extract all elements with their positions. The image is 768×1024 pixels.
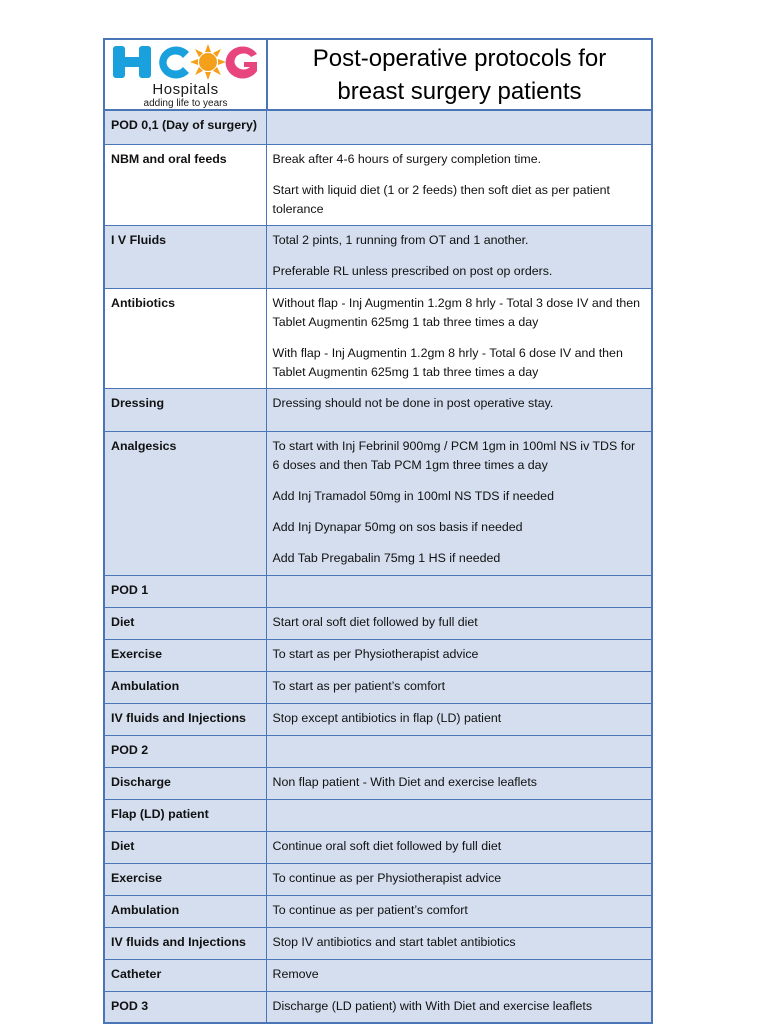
row-label: NBM and oral feeds [104,144,266,225]
table-row [104,671,652,703]
instruction-line: Non flap patient - With Diet and exercise leaflets [272,774,537,789]
row-label: Analgesics [104,431,266,575]
protocol-table [103,109,653,1024]
row-label: Catheter [104,959,266,991]
instruction-line: Preferable RL unless prescribed on post op orders. [272,263,553,278]
row-label: Dressing [104,388,266,431]
instruction-line: To start as per patient’s comfort [272,678,446,693]
row-instructions [266,575,652,607]
logo-tagline: adding life to years [143,97,228,109]
table-row [104,703,652,735]
document-header [103,38,653,109]
row-label: Diet [104,607,266,639]
hcg-logo-mark [111,43,261,81]
row-instructions [266,735,652,767]
row-label: POD 3 [104,991,266,1023]
instruction-line: To start as per Physiotherapist advice [272,646,479,661]
instruction-line: Discharge (LD patient) with With Diet and exercise leaflets [272,998,593,1013]
row-label: Exercise [104,639,266,671]
row-instructions [266,767,652,799]
table-row [104,927,652,959]
title-line-1: Post-operative protocols for [312,44,607,72]
row-label: POD 2 [104,735,266,767]
row-instructions [266,431,652,575]
instruction-line: Add Tab Pregabalin 75mg 1 HS if needed [272,550,501,565]
row-instructions [266,225,652,288]
table-row [104,110,652,144]
table-row [104,735,652,767]
instruction-line: Stop IV antibiotics and start tablet antibiotics [272,934,516,949]
instruction-line: Remove [272,966,319,981]
table-row [104,144,652,225]
instruction-line: To continue as per Physiotherapist advice [272,870,502,885]
table-row [104,895,652,927]
instruction-line: To continue as per patient’s comfort [272,902,468,917]
row-label: Diet [104,831,266,863]
table-row [104,288,652,388]
row-instructions [266,959,652,991]
row-instructions [266,703,652,735]
row-label: POD 0,1 (Day of surgery) [104,110,266,144]
row-instructions [266,288,652,388]
row-instructions [266,388,652,431]
page-title [313,42,606,108]
row-instructions [266,671,652,703]
table-row [104,388,652,431]
instruction-line: Start oral soft diet followed by full diet [272,614,478,629]
table-row [104,863,652,895]
row-instructions [266,991,652,1023]
row-label: POD 1 [104,575,266,607]
instruction-line: Total 2 pints, 1 running from OT and 1 another. [272,232,529,247]
row-instructions [266,639,652,671]
protocol-sheet [103,38,653,1024]
row-label: Exercise [104,863,266,895]
table-row [104,799,652,831]
table-row [104,639,652,671]
instruction-line: Without flap - Inj Augmentin 1.2gm 8 hrly - Total 3 dose IV and then Tablet Augmentin 625mg 1 tab three times a day [272,295,641,329]
instruction-line: Dressing should not be done in post operative stay. [272,395,554,410]
row-instructions [266,607,652,639]
hcg-logo-icon [111,43,261,81]
instruction-line: Break after 4-6 hours of surgery completion time. [272,151,542,166]
hospital-logo [105,40,268,109]
table-row [104,991,652,1023]
row-label: Antibiotics [104,288,266,388]
row-label: I V Fluids [104,225,266,288]
instruction-line: With flap - Inj Augmentin 1.2gm 8 hrly - Total 6 dose IV and then Tablet Augmentin 625mg 1 tab three times a day [272,345,623,379]
instruction-line: Add Inj Dynapar 50mg on sos basis if needed [272,519,523,534]
instruction-line: Add Inj Tramadol 50mg in 100ml NS TDS if needed [272,488,554,503]
row-instructions [266,863,652,895]
row-label: Ambulation [104,671,266,703]
row-label: Ambulation [104,895,266,927]
row-instructions [266,927,652,959]
title-cell [268,40,651,109]
table-row [104,431,652,575]
table-row [104,959,652,991]
instruction-line: Stop except antibiotics in flap (LD) patient [272,710,502,725]
instruction-line: To start with Inj Febrinil 900mg / PCM 1gm in 100ml NS iv TDS for 6 doses and then Tab PCM 1gm three times a day [272,438,636,472]
row-instructions [266,799,652,831]
row-label: IV fluids and Injections [104,927,266,959]
row-label: Flap (LD) patient [104,799,266,831]
table-row [104,607,652,639]
table-row [104,575,652,607]
row-instructions [266,831,652,863]
table-row [104,225,652,288]
table-row [104,767,652,799]
row-label: Discharge [104,767,266,799]
title-line-2: breast surgery patients [337,77,582,105]
table-row [104,831,652,863]
instruction-line: Start with liquid diet (1 or 2 feeds) then soft diet as per patient tolerance [272,182,610,216]
row-instructions [266,110,652,144]
logo-subtitle: Hospitals [152,80,219,98]
row-instructions [266,144,652,225]
row-label: IV fluids and Injections [104,703,266,735]
instruction-line: Continue oral soft diet followed by full diet [272,838,502,853]
protocol-rows [104,110,652,1023]
row-instructions [266,895,652,927]
